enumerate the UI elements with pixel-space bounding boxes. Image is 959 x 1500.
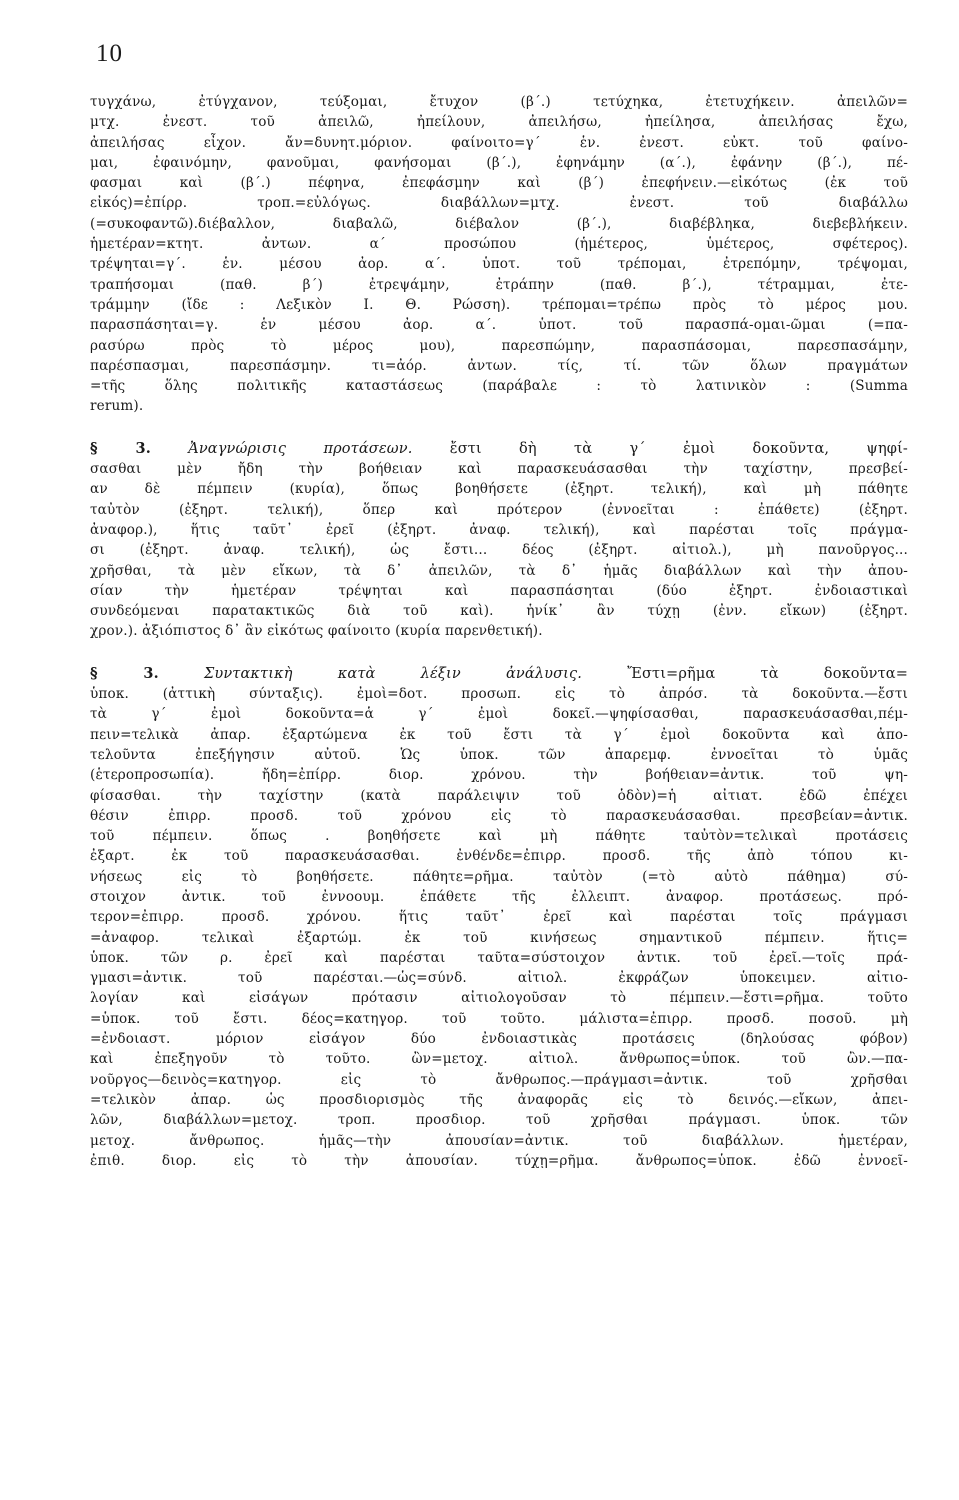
page-number: 10: [96, 40, 123, 67]
text-line: (=συκοφαντῶ).διέβαλλον, διαβαλῶ, διέβαλον (β΄.), διαβέβληκα, διεβεβλήκειν.: [90, 215, 908, 232]
text-line: σασθαι μὲν ἤδη τὴν βοήθειαν καὶ παρασκευάσασθαι τὴν ταχίστην, πρεσβεί-: [90, 461, 908, 478]
text-line: φίσασθαι. τὴν ταχίστην (κατὰ παράλειψιν τοῦ ὁδὸν)=ἡ αἰτιατ. ἐδῶ ἐπέχει: [90, 787, 908, 804]
text-line: =ἀναφορ. τελικαὶ ἐξαρτώμ. ἐκ τοῦ κινήσεως σημαντικοῦ πέμπειν. ἥτις=: [90, 929, 908, 946]
text-line: =ἐνδοιαστ. μόριον εἰσάγον δύο ἐνδοιαστικὰς προτάσεις (δηλούσας φόβον): [90, 1031, 908, 1048]
text-line: ἀναφορ.), ἥτις ταῦτ᾽ ἐρεῖ (ἐξηρτ. ἀναφ. τελική), καὶ παρέσται τοῖς πράγμα-: [90, 521, 908, 538]
text-line: τερον=ἐπιρρ. προσδ. χρόνου. ἥτις ταῦτ᾽ ἐρεῖ καὶ παρέσται τοῖς πράγμασι: [90, 909, 908, 926]
text-line: καὶ ἐπεξηγοῦν τὸ τοῦτο. ὢν=μετοχ. αἰτιολ. ἄνθρωπος=ὑποκ. τοῦ ὢν.—πα-: [90, 1051, 908, 1068]
text-line: σίαν τὴν ἡμετέραν τρέψηται καὶ παρασπάσηται (δύο ἐξηρτ. ἐνδοιαστικαὶ: [90, 582, 908, 599]
text-line: αν δὲ πέμπειν (κυρία), ὅπως βοηθήσετε (ἐξηρτ. τελική), καὶ μὴ πάθητε: [90, 481, 908, 498]
text-line: μετοχ. ἄνθρωπος. ἡμᾶς—τὴν ἀπουσίαν=ἀντικ. τοῦ διαβάλλων. ἡμετέραν,: [90, 1132, 908, 1149]
section-body: [90, 459, 908, 642]
section-heading: Ἀναγνώρισις προτάσεων.: [188, 440, 413, 457]
text-line: χρῆσθαι, τὰ μὲν εἴκων, τὰ δ᾽ ἀπειλῶν, τὰ δ᾽ ἡμᾶς διαβάλλων καὶ τὴν ἀπου-: [90, 562, 908, 579]
text-line: ἡμετέραν=κτητ. ἀντων. α΄ προσώπου (ἡμέτερος, ὑμέτερος, σφέτερος).: [90, 236, 908, 253]
text-line: =τελικὸν ἀπαρ. ὡς προσδιορισμὸς τῆς ἀναφορᾶς εἰς τὸ δεινός.—εἴκων, ἀπει-: [90, 1091, 908, 1108]
text-line: τράμμην (ἴδε : Λεξικὸν Ι. Θ. Ρώσση). τρέπομαι=τρέπω πρὸς τὸ μέρος μου.: [90, 296, 908, 313]
text-line: =ὑποκ. τοῦ ἔστι. δέος=κατηγορ. τοῦ τοῦτο. μάλιστα=ἐπιρρ. προσδ. ποσοῦ. μὴ: [90, 1010, 908, 1027]
text-line: μτχ. ἐνεστ. τοῦ ἀπειλῶ, ἠπείλουν, ἀπειλήσω, ἠπείλησα, ἀπειλήσας ἔχω,: [90, 114, 908, 131]
text-line: χρον.). ἀξιόπιστος δ᾽ ἂν εἰκότως φαίνοιτο (κυρία παρενθετική).: [90, 623, 543, 640]
section-heading-continuation: Ἔστι=ρῆμα τὰ δοκοῦντα=: [627, 665, 908, 682]
text-line: τελοῦντα ἐπεξήγησιν αὐτοῦ. Ὡς ὑποκ. τῶν ἀπαρεμφ. ἐννοεῖται τὸ ὑμᾶς: [90, 746, 908, 763]
text-line: νήσεως εἰς τὸ βοηθήσετε. πάθητε=ρῆμα. ταὐτὸν (=τὸ αὐτὸ πάθημα) σύ-: [90, 868, 908, 885]
text-line: rerum).: [90, 398, 144, 415]
text-line: πειν=τελικὰ ἀπαρ. ἐξαρτώμενα ἐκ τοῦ ἔστι τὰ γ΄ ἐμοὶ δοκοῦντα καὶ ἀπο-: [90, 726, 908, 743]
text-line: συνδεόμεναι παρατακτικῶς διὰ τοῦ καὶ). ἡνίκ᾽ ἂν τύχῃ (ἐνν. εἴκων) (ἐξηρτ.: [90, 603, 908, 620]
text-line: σι (ἐξηρτ. ἀναφ. τελική), ὡς ἔστι... δέος (ἐξηρτ. αἰτιολ.), μὴ πανοῦργος...: [90, 542, 908, 559]
text-line: ρασύρω πρὸς τὸ μέρος μου), παρεσπώμην, παρασπάσομαι, παρεσπασάμην,: [90, 337, 908, 354]
text-line: στοιχον ἀντικ. τοῦ ἐννοουμ. ἐπάθετε τῆς ἐλλειπτ. ἀναφορ. προτάσεως. πρό-: [90, 888, 908, 905]
text-line: (ἑτεροπροσωπία). ἤδη=ἐπίρρ. διορ. χρόνου. τὴν βοήθειαν=ἀντικ. τοῦ ψη-: [90, 767, 908, 784]
section-heading-continuation: ἔστι δὴ τὰ γ΄ ἐμοὶ δοκοῦντα, ψηφί-: [449, 440, 908, 457]
text-line: λῶν, διαβάλλων=μετοχ. τροπ. προσδιορ. τοῦ χρῆσθαι πράγμασι. ὑποκ. τῶν: [90, 1112, 908, 1129]
text-line: =τῆς ὅλης πολιτικῆς καταστάσεως (παράβαλε : τὸ λατινικὸν : (Summa: [90, 378, 908, 395]
text-line: ταὐτὸν (ἐξηρτ. τελική), ὅπερ καὶ πρότερον (ἐννοεῖται : ἐπάθετε) (ἐξηρτ.: [90, 501, 908, 518]
section-syntactic-analysis: [90, 664, 908, 1171]
text-line: παρέσπασμαι, παρεσπάσμην. τι=ἀόρ. ἀντων. τίς, τί. τῶν ὅλων πραγμάτων: [90, 357, 908, 374]
text-line: τραπήσομαι (παθ. β΄) ἐτρεψάμην, ἐτράπην (παθ. β΄.), τέτραμμαι, ἐτε-: [90, 276, 908, 293]
text-line: γμασι=ἀντικ. τοῦ παρέσται.—ὡς=σύνδ. αἰτιολ. ἐκφράζων ὑποκειμεν. αἰτιο-: [90, 970, 908, 987]
section-heading: Συντακτικὴ κατὰ λέξιν ἀνάλυσις.: [203, 665, 583, 682]
text-line: τρέψηται=γ΄. ἑν. μέσου ἀορ. α΄. ὑποτ. τοῦ τρέπομαι, ἐτρεπόμην, τρέψομαι,: [90, 256, 908, 273]
text-line: τὰ γ΄ ἐμοὶ δοκοῦντα=ἁ γ΄ ἐμοὶ δοκεῖ.—ψηφίσασθαι, παρασκευάσασθαι,πέμ-: [90, 706, 908, 723]
text-line: ἐπιθ. διορ. εἰς τὸ τὴν ἀπουσίαν. τύχῃ=ρῆμα. ἄνθρωπος=ὑποκ. ἐδῶ ἐννοεῖ-: [90, 1152, 908, 1169]
section-body: [90, 684, 908, 1171]
text-line: λογίαν καὶ εἰσάγων πρότασιν αἰτιολογοῦσαν τὸ πέμπειν.—ἔστι=ρῆμα. τοῦτο: [90, 990, 908, 1007]
section-mark: § 3.: [90, 664, 159, 682]
text-line: ἐξαρτ. ἐκ τοῦ παρασκευάσασθαι. ἐνθένδε=ἐπιρρ. προσδ. τῆς ἀπὸ τόπου κι-: [90, 848, 908, 865]
text-line: εἰκός)=ἐπίρρ. τροπ.=εὐλόγως. διαβάλλων=μτχ. ἐνεστ. τοῦ διαβάλλω: [90, 195, 908, 212]
text-line: ὑποκ. (ἀττικὴ σύνταξις). ἐμοὶ=δοτ. προσωπ. εἰς τὸ ἀπρόσ. τὰ δοκοῦντα.—ἔστι: [90, 686, 908, 703]
text-line: θέσιν ἐπιρρ. προσδ. τοῦ χρόνου εἰς τὸ παρασκευάσασθαι. πρεσβείαν=ἀντικ.: [90, 807, 908, 824]
text-line: τοῦ πέμπειν. ὅπως . βοηθήσετε καὶ μὴ πάθητε ταὐτὸν=τελικαὶ προτάσεις: [90, 828, 908, 845]
section-heading-line: [90, 664, 908, 684]
glossary-block: [90, 92, 908, 417]
text-line: φασμαι καὶ (β΄.) πέφηνα, ἐπεφάσμην καὶ (β΄) ἐπεφήνειν.—εἰκότως (ἐκ τοῦ: [90, 175, 908, 192]
text-line: τυγχάνω, ἐτύγχανον, τεύξομαι, ἔτυχον (β΄.) τετύχηκα, ἐτετυχήκειν. ἀπειλῶν=: [90, 94, 908, 110]
text-line: παρασπάσηται=γ. ἑν μέσου ἀορ. α΄. ὑποτ. τοῦ παρασπά-ομαι-ῶμαι (=πα-: [90, 317, 908, 334]
section-mark: § 3.: [90, 439, 151, 457]
text-line: ὑποκ. τῶν ρ. ἐρεῖ καὶ παρέσται ταῦτα=σύστοιχον ἀντικ. τοῦ ἐρεῖ.—τοῖς πρά-: [90, 949, 908, 966]
section-heading-line: [90, 439, 908, 459]
text-line: ἀπειλήσας εἶχον. ἄν=δυνητ.μόριον. φαίνοιτο=γ΄ ἑν. ἐνεστ. εὐκτ. τοῦ φαίνο-: [90, 134, 908, 151]
text-line: νοῦργος—δεινὸς=κατηγορ. εἰς τὸ ἄνθρωπος.—πράγμασι=ἀντικ. τοῦ χρῆσθαι: [90, 1071, 908, 1088]
page-text: [90, 92, 908, 1171]
section-clause-recognition: [90, 439, 908, 642]
text-line: μαι, ἐφαινόμην, φανοῦμαι, φανήσομαι (β΄.), ἐφηνάμην (α΄.), ἐφάνην (β΄.), πέ-: [90, 154, 908, 171]
